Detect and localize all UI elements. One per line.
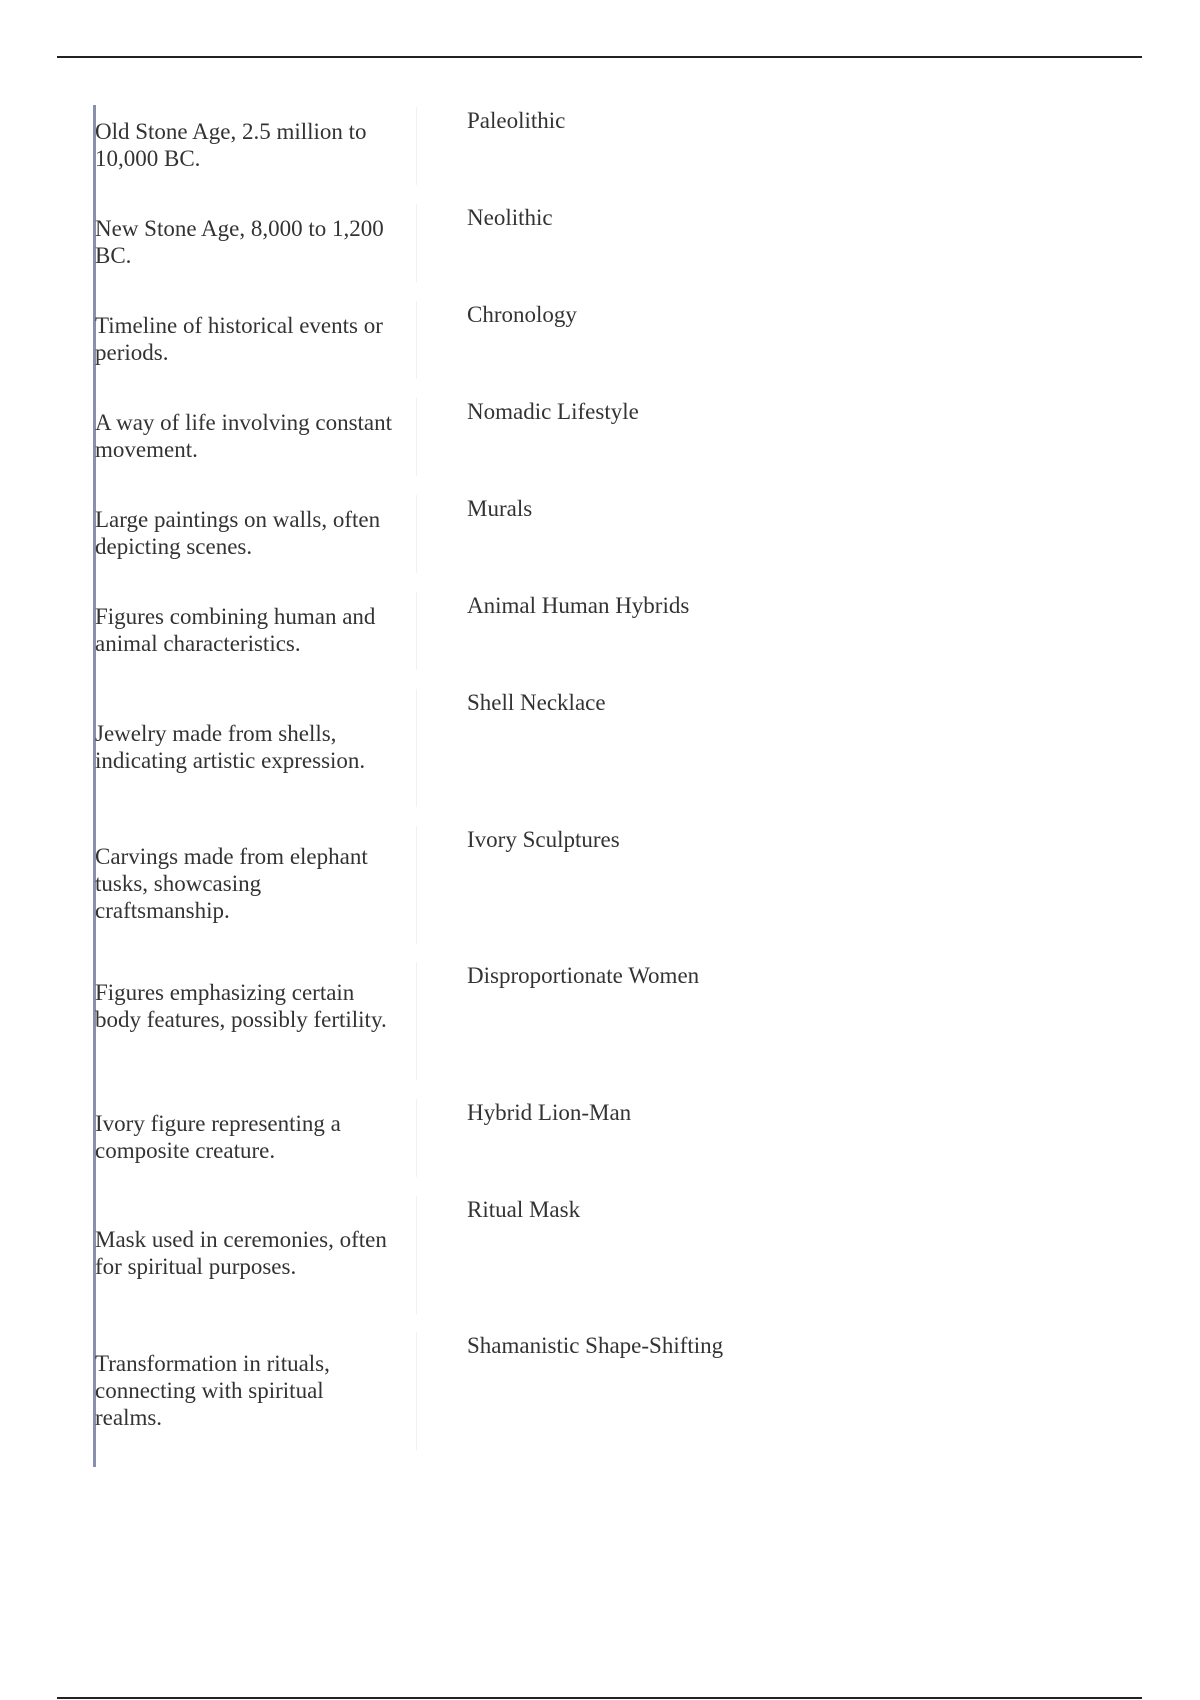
column-divider: [416, 204, 417, 282]
column-divider: [416, 107, 417, 185]
definition-text: Ivory figure representing a composite creature.: [95, 1111, 341, 1163]
top-rule: [57, 56, 1142, 58]
definition-text: Timeline of historical events or periods.: [95, 313, 383, 365]
bottom-rule: [57, 1697, 1142, 1699]
column-divider: [416, 1332, 417, 1450]
term-text: Paleolithic: [467, 108, 566, 133]
definition-text: Figures emphasizing certain body features, possibly fertility.: [95, 980, 387, 1032]
definition-text: Transformation in rituals, connecting with spiritual realms.: [95, 1351, 330, 1430]
term-text: Ritual Mask: [467, 1197, 581, 1222]
term-text: Shell Necklace: [467, 690, 606, 715]
definition-text: Jewelry made from shells, indicating artistic expression.: [95, 721, 366, 773]
term-text: Animal Human Hybrids: [467, 593, 690, 618]
definition-text: Mask used in ceremonies, often for spiritual purposes.: [95, 1227, 387, 1279]
definition-text: Figures combining human and animal characteristics.: [95, 604, 376, 656]
column-divider: [416, 1099, 417, 1177]
column-divider: [416, 962, 417, 1080]
term-text: Shamanistic Shape-Shifting: [467, 1333, 724, 1358]
column-divider: [416, 1196, 417, 1314]
column-divider: [416, 398, 417, 476]
definition-text: Large paintings on walls, often depicting scenes.: [95, 507, 381, 559]
definition-text: Carvings made from elephant tusks, showcasing craftsmanship.: [95, 844, 368, 923]
definition-text: Old Stone Age, 2.5 million to 10,000 BC.: [95, 119, 367, 171]
term-text: Neolithic: [467, 205, 553, 230]
definition-text: A way of life involving constant movement.: [95, 410, 393, 462]
term-text: Murals: [467, 496, 533, 521]
definition-text: New Stone Age, 8,000 to 1,200 BC.: [95, 216, 384, 268]
column-divider: [416, 301, 417, 379]
term-text: Ivory Sculptures: [467, 827, 620, 852]
column-divider: [416, 495, 417, 573]
term-text: Hybrid Lion-Man: [467, 1100, 632, 1125]
column-divider: [416, 826, 417, 944]
term-text: Disproportionate Women: [467, 963, 700, 988]
term-text: Nomadic Lifestyle: [467, 399, 639, 424]
term-text: Chronology: [467, 302, 577, 327]
column-divider: [416, 592, 417, 670]
column-divider: [416, 689, 417, 807]
